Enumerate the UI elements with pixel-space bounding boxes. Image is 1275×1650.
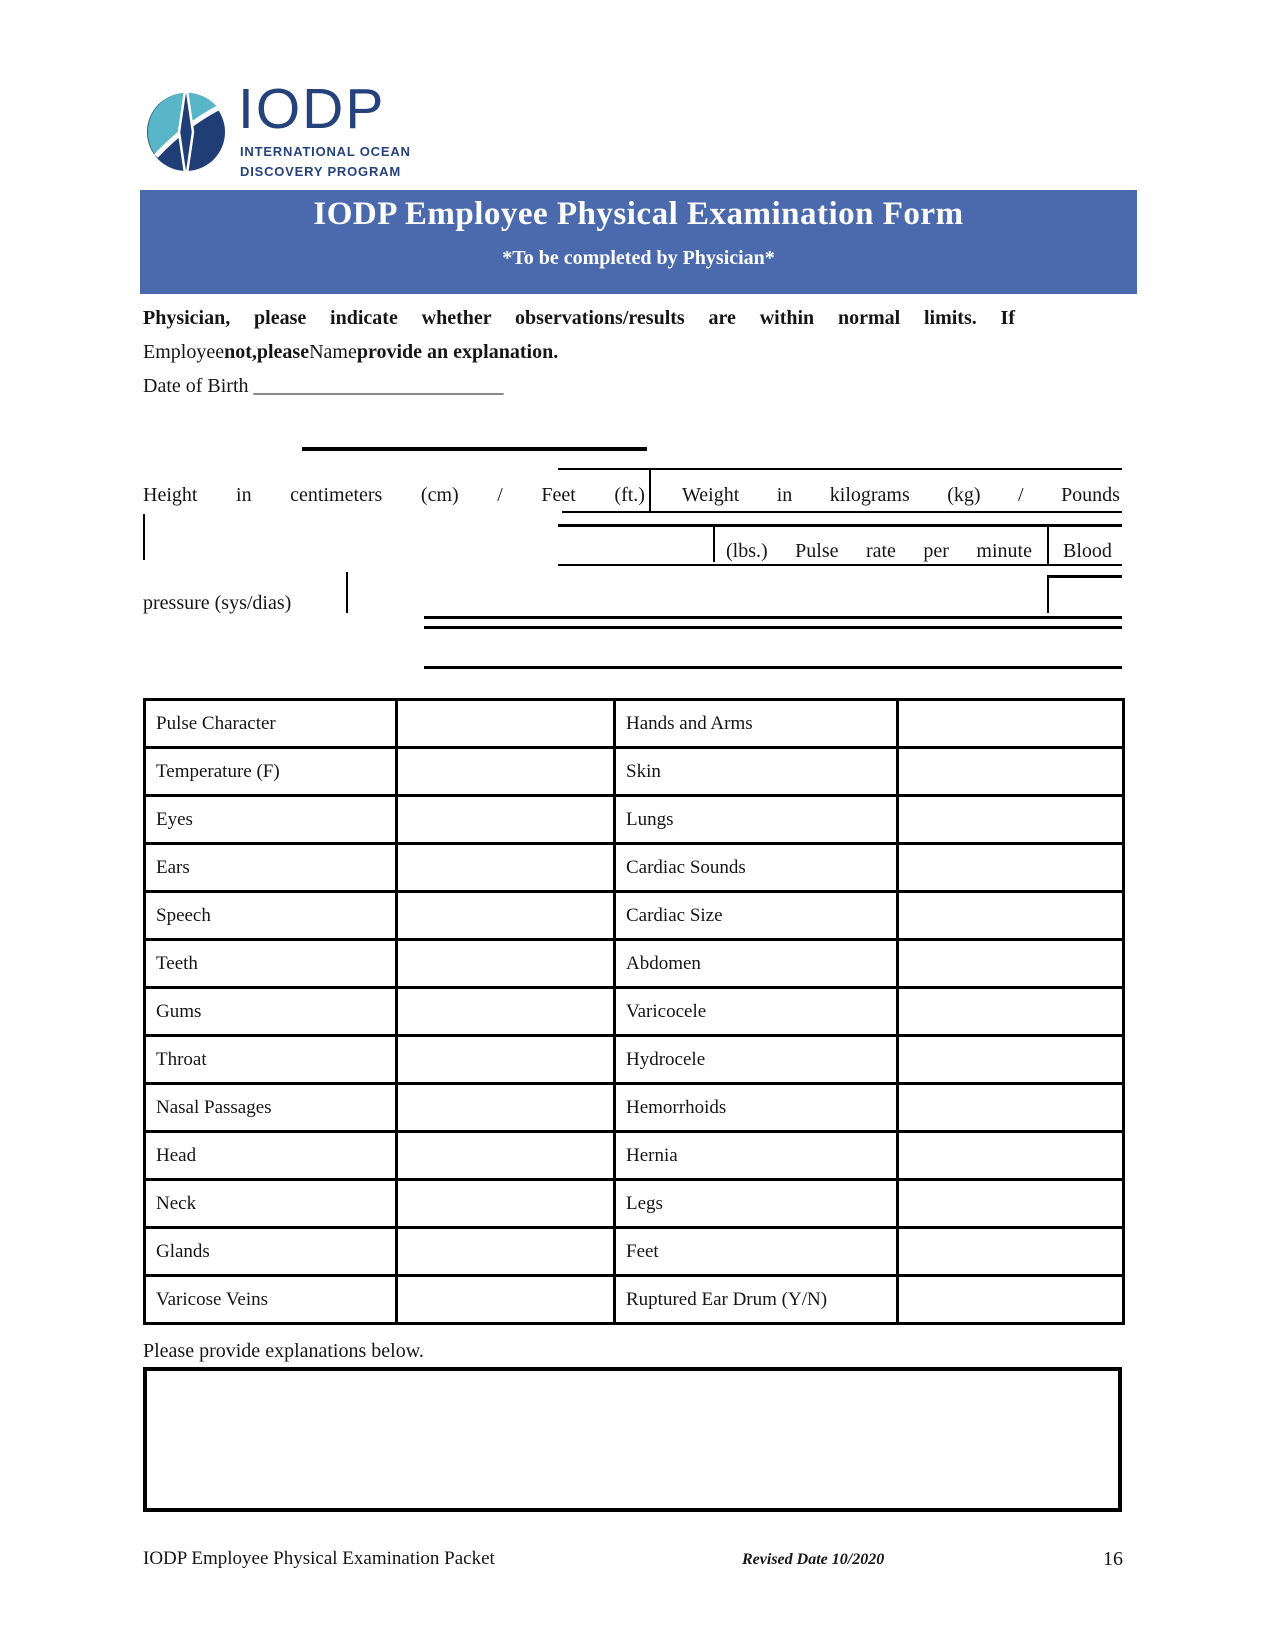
word: Pounds bbox=[1061, 484, 1120, 506]
explanations-label: Please provide explanations below. bbox=[143, 1340, 424, 1362]
exam-label: Ears bbox=[145, 844, 397, 892]
exam-result-cell[interactable] bbox=[898, 1276, 1124, 1324]
exam-result-cell[interactable] bbox=[397, 1276, 615, 1324]
exam-label: Feet bbox=[615, 1228, 898, 1276]
logo-caption-line2: DISCOVERY PROGRAM bbox=[240, 163, 401, 179]
exam-label: Temperature (F) bbox=[145, 748, 397, 796]
exam-label: Pulse Character bbox=[145, 700, 397, 748]
rule-line bbox=[558, 524, 1122, 527]
word: Height bbox=[143, 484, 198, 506]
exam-row bbox=[145, 796, 1124, 844]
word: (cm) bbox=[420, 484, 459, 506]
exam-result-cell[interactable] bbox=[898, 844, 1124, 892]
footer-revised-date: Revised Date 10/2020 bbox=[742, 1551, 885, 1568]
exam-result-cell[interactable] bbox=[898, 700, 1124, 748]
exam-result-cell[interactable] bbox=[397, 796, 615, 844]
exam-result-cell[interactable] bbox=[898, 1036, 1124, 1084]
pressure-label: pressure (sys/dias) bbox=[143, 592, 292, 614]
exam-label: Head bbox=[145, 1132, 397, 1180]
exam-result-cell[interactable] bbox=[898, 988, 1124, 1036]
exam-label: Abdomen bbox=[615, 940, 898, 988]
word: Pulse bbox=[795, 540, 839, 562]
exam-result-cell[interactable] bbox=[397, 844, 615, 892]
exam-result-cell[interactable] bbox=[397, 700, 615, 748]
rule-line bbox=[143, 514, 145, 560]
blood-label: Blood bbox=[1063, 540, 1112, 562]
exam-result-cell[interactable] bbox=[397, 988, 615, 1036]
word: in bbox=[236, 484, 252, 506]
iodp-logo bbox=[140, 77, 440, 180]
exam-row bbox=[145, 700, 1124, 748]
word: Feet bbox=[541, 484, 576, 506]
form-title: IODP Employee Physical Examination Form bbox=[313, 196, 964, 232]
intro-line2-bold1: not,please bbox=[224, 341, 310, 363]
exam-row bbox=[145, 1276, 1124, 1324]
word: minute bbox=[976, 540, 1032, 562]
rule-line bbox=[713, 524, 715, 562]
intro-paragraph bbox=[143, 301, 1023, 403]
form-title-banner bbox=[140, 190, 1137, 294]
dob-label: Date of Birth bbox=[143, 375, 254, 397]
rule-line bbox=[558, 564, 1122, 566]
dob-blank-field[interactable]: _________________________ bbox=[253, 375, 504, 397]
intro-line2-normal2: Name bbox=[309, 341, 357, 363]
exam-result-cell[interactable] bbox=[898, 1228, 1124, 1276]
exam-row bbox=[145, 1084, 1124, 1132]
intro-line2-normal1: Employee bbox=[143, 341, 225, 363]
exam-result-cell[interactable] bbox=[397, 1228, 615, 1276]
exam-label: Cardiac Size bbox=[615, 892, 898, 940]
intro-line2-bold2: provide an explanation. bbox=[356, 341, 559, 363]
word: centimeters bbox=[290, 484, 383, 506]
weight-row-text bbox=[682, 484, 1120, 507]
intro-line1: Physician, please indicate whether observations/results are within normal limits. If bbox=[143, 307, 1015, 329]
explanations-box[interactable] bbox=[143, 1367, 1122, 1512]
rule-line bbox=[649, 468, 651, 512]
word: per bbox=[923, 540, 949, 562]
exam-label: Gums bbox=[145, 988, 397, 1036]
exam-result-cell[interactable] bbox=[898, 1180, 1124, 1228]
exam-result-cell[interactable] bbox=[898, 892, 1124, 940]
exam-label: Cardiac Sounds bbox=[615, 844, 898, 892]
word: (ft.) bbox=[614, 484, 645, 506]
exam-result-cell[interactable] bbox=[397, 892, 615, 940]
exam-label: Throat bbox=[145, 1036, 397, 1084]
pulse-rate-row-text bbox=[726, 540, 1032, 563]
exam-result-cell[interactable] bbox=[397, 1132, 615, 1180]
exam-label: Varicose Veins bbox=[145, 1276, 397, 1324]
exam-row bbox=[145, 748, 1124, 796]
exam-label: Glands bbox=[145, 1228, 397, 1276]
rule-line bbox=[1047, 575, 1122, 578]
compass-globe-icon bbox=[140, 80, 232, 180]
exam-label: Hands and Arms bbox=[615, 700, 898, 748]
form-subtitle: *To be completed by Physician* bbox=[502, 247, 775, 269]
height-row-text bbox=[143, 484, 645, 507]
exam-label: Legs bbox=[615, 1180, 898, 1228]
exam-row bbox=[145, 892, 1124, 940]
word: / bbox=[497, 484, 503, 506]
word: Weight bbox=[682, 484, 740, 506]
exam-result-cell[interactable] bbox=[397, 1036, 615, 1084]
word: rate bbox=[865, 540, 896, 562]
exam-table-body bbox=[145, 700, 1124, 1324]
rule-line bbox=[346, 572, 348, 613]
word: (kg) bbox=[947, 484, 981, 506]
exam-result-cell[interactable] bbox=[397, 940, 615, 988]
exam-label: Nasal Passages bbox=[145, 1084, 397, 1132]
exam-label: Neck bbox=[145, 1180, 397, 1228]
logo-acronym: IODP bbox=[238, 77, 386, 141]
blank-field-line[interactable] bbox=[424, 616, 1122, 619]
logo-caption-line1: INTERNATIONAL OCEAN bbox=[240, 144, 411, 159]
exam-label: Skin bbox=[615, 748, 898, 796]
word: kilograms bbox=[829, 484, 910, 506]
exam-label: Hernia bbox=[615, 1132, 898, 1180]
exam-row bbox=[145, 988, 1124, 1036]
exam-result-cell[interactable] bbox=[898, 748, 1124, 796]
exam-row bbox=[145, 844, 1124, 892]
exam-label: Ruptured Ear Drum (Y/N) bbox=[615, 1276, 898, 1324]
exam-result-cell[interactable] bbox=[898, 1084, 1124, 1132]
word: / bbox=[1018, 484, 1024, 506]
rule-line bbox=[1047, 575, 1049, 613]
footer-packet-title: IODP Employee Physical Examination Packet bbox=[143, 1548, 495, 1569]
exam-label: Lungs bbox=[615, 796, 898, 844]
exam-table bbox=[143, 698, 1125, 1325]
exam-result-cell[interactable] bbox=[397, 748, 615, 796]
word: in bbox=[776, 484, 793, 506]
exam-row bbox=[145, 1228, 1124, 1276]
footer-page-number: 16 bbox=[1103, 1548, 1123, 1570]
exam-result-cell[interactable] bbox=[898, 796, 1124, 844]
intro-line2 bbox=[143, 335, 1023, 369]
blank-field-line[interactable] bbox=[302, 447, 647, 451]
exam-row bbox=[145, 940, 1124, 988]
exam-label: Eyes bbox=[145, 796, 397, 844]
exam-label: Teeth bbox=[145, 940, 397, 988]
blank-field-line[interactable] bbox=[424, 626, 1122, 629]
exam-row bbox=[145, 1132, 1124, 1180]
exam-result-cell[interactable] bbox=[397, 1180, 615, 1228]
exam-row bbox=[145, 1180, 1124, 1228]
exam-label: Speech bbox=[145, 892, 397, 940]
logo-caption bbox=[240, 142, 411, 181]
exam-result-cell[interactable] bbox=[397, 1084, 615, 1132]
exam-label: Varicocele bbox=[615, 988, 898, 1036]
exam-label: Hemorrhoids bbox=[615, 1084, 898, 1132]
exam-row bbox=[145, 1036, 1124, 1084]
dob-line bbox=[143, 369, 1023, 403]
rule-line bbox=[558, 468, 1122, 470]
rule-line bbox=[1047, 524, 1049, 566]
exam-label: Hydrocele bbox=[615, 1036, 898, 1084]
word: (lbs.) bbox=[726, 540, 768, 562]
blank-field-line[interactable] bbox=[424, 666, 1122, 669]
exam-result-cell[interactable] bbox=[898, 940, 1124, 988]
rule-line bbox=[562, 511, 1122, 513]
exam-result-cell[interactable] bbox=[898, 1132, 1124, 1180]
